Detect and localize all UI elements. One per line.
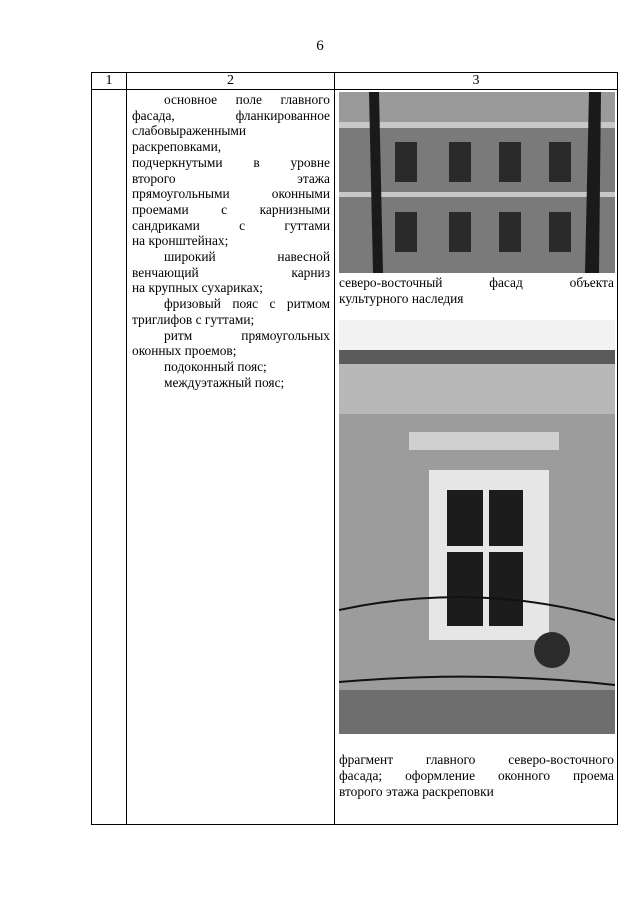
description-line: сандриками с гуттами bbox=[132, 217, 330, 233]
description-line: подоконный пояс; bbox=[164, 358, 267, 374]
header-row bbox=[92, 73, 618, 90]
description-text bbox=[127, 90, 334, 390]
description-line: на крупных сухариках; bbox=[132, 280, 263, 296]
description-line: фасада, фланкированное bbox=[132, 107, 330, 123]
description-line: основное поле главного bbox=[164, 92, 330, 107]
document-table bbox=[91, 72, 618, 825]
description-line: оконных проемов; bbox=[132, 343, 237, 359]
photos-cell bbox=[335, 90, 618, 825]
description-line: широкий навесной bbox=[164, 249, 330, 265]
page-number: 6 bbox=[316, 38, 324, 54]
window-caption-line-3: второго этажа раскреповки bbox=[339, 783, 494, 799]
description-line: слабовыраженными bbox=[132, 123, 247, 139]
facade-photo-caption bbox=[339, 275, 614, 306]
column-header-1: 1 bbox=[92, 73, 127, 90]
description-line: прямоугольными оконными bbox=[132, 186, 330, 202]
content-row bbox=[92, 90, 618, 825]
column-header-2: 2 bbox=[127, 73, 335, 90]
window-caption-line-1: фрагмент главного северо-восточного bbox=[339, 752, 614, 768]
description-line: триглифов с гуттами; bbox=[132, 311, 255, 327]
description-line: раскреповками, bbox=[132, 139, 222, 155]
column-header-3: 3 bbox=[335, 73, 618, 90]
empty-number-cell bbox=[92, 90, 127, 825]
description-line: второго этажа bbox=[132, 170, 330, 186]
window-fragment-photo bbox=[339, 320, 615, 734]
description-line: ритм прямоугольных bbox=[164, 327, 330, 343]
description-line: на кронштейнах; bbox=[132, 233, 229, 249]
facade-caption-line-1: северо-восточный фасад объекта bbox=[339, 275, 614, 290]
window-photo-caption bbox=[339, 752, 614, 799]
description-line: фризовый пояс с ритмом bbox=[164, 296, 330, 312]
description-line: подчеркнутыми в уровне bbox=[132, 154, 330, 170]
description-line: проемами с карнизными bbox=[132, 201, 330, 217]
facade-photo bbox=[339, 92, 615, 273]
description-cell bbox=[127, 90, 335, 825]
description-line: венчающий карниз bbox=[132, 264, 330, 280]
facade-caption-line-2: культурного наследия bbox=[339, 290, 464, 306]
window-caption-line-2: фасада; оформление оконного проема bbox=[339, 768, 614, 784]
description-line: междуэтажный пояс; bbox=[164, 374, 285, 390]
